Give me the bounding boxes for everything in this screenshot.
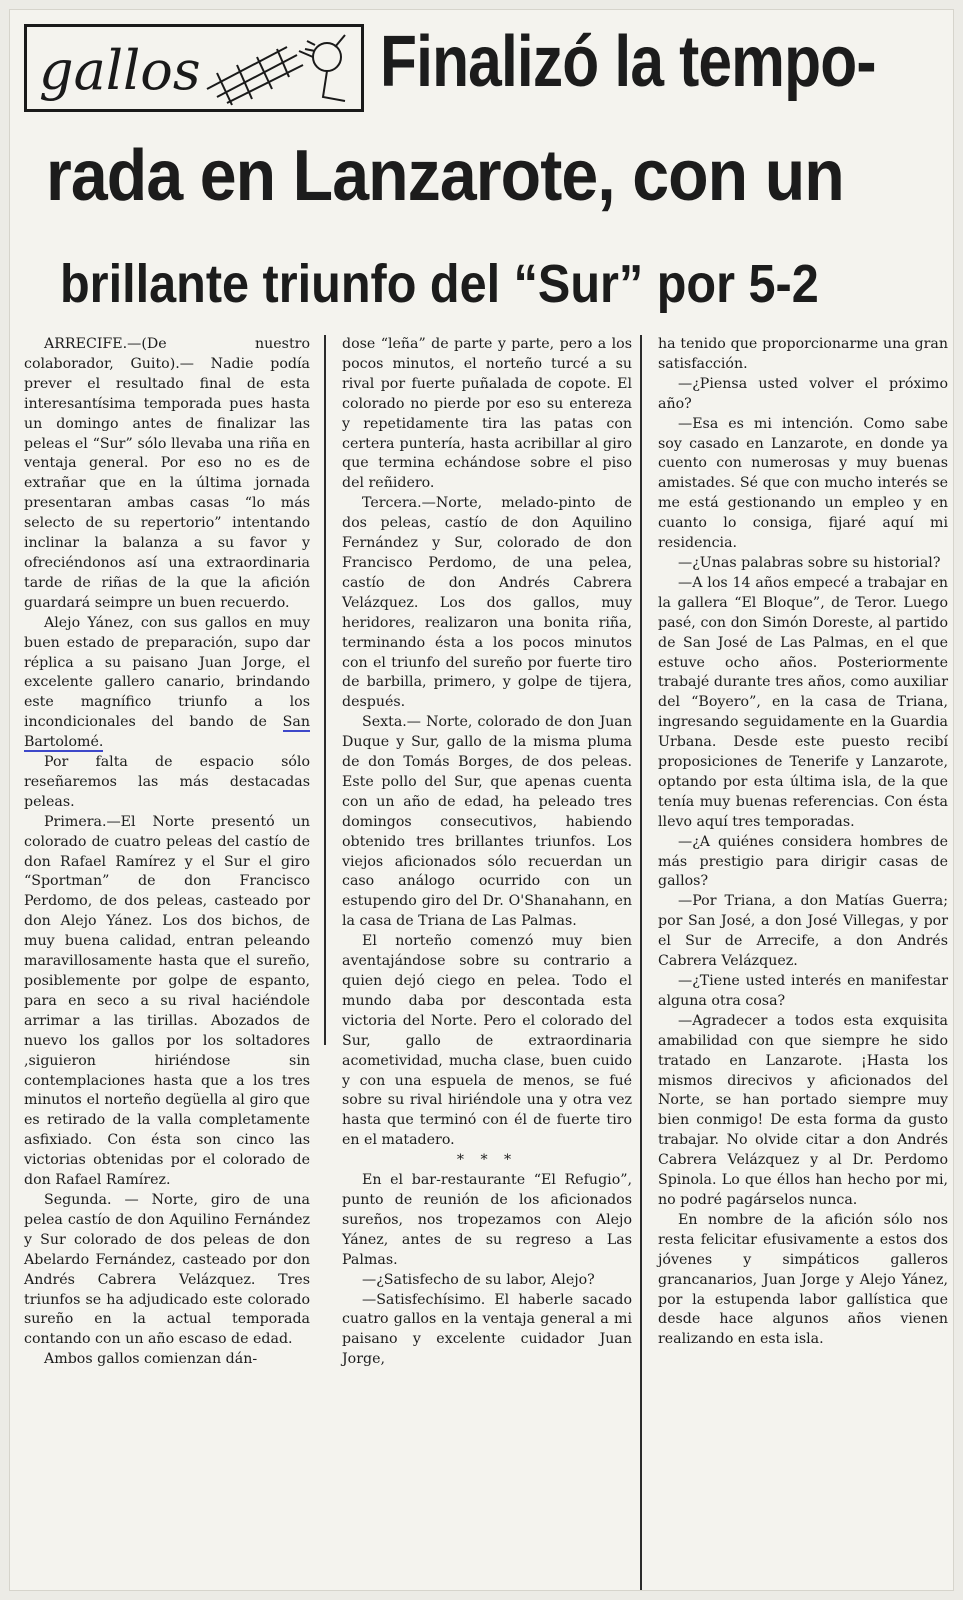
paragraph: Primera.—El Norte presentó un colorado de cuatro peleas del castío de don Rafael Ramírez y el Sur el giro “Sportman” de don Francisco Perdomo, de dos peleas, casteado por don Alejo Yánez. Los dos bichos, de muy buena calidad, entran peleando maravillosamente hasta que el sureño, posiblemente por golpe de espanto, para en seco a su rival haciéndole arrimar a las tirillas. Abozados de nuevo los gallos por los soltadores ,siguieron hiriéndose sin contemplaciones hasta que a los tres minutos el norteño degüella al giro que es retirado de la valla completamente asfixiado. Con ésta son cinco las victorias obtenidas por el colorado de don Rafael Ramírez. [24, 813, 310, 1189]
paragraph: En el bar-restaurante “El Refugio”, punto de reunión de los aficionados sureños, nos tropezamos con Alejo Yánez, antes de su regreso a Las Palmas. [342, 1172, 632, 1268]
column-divider-2 [640, 335, 642, 1590]
section-separator: * * * [456, 1152, 518, 1169]
paragraph: —Agradecer a todos esta exquisita amabilidad con que siempre he sido tratado en Lanzarote. ¡Hasta los mismos direcivos y aficionados del Norte, se han portado siempre muy bien conmigo! De esta forma da gusto trabajar. No olvide citar a don Andrés Cabrera Velázquez y al Dr. Perdomo Spinola. Lo que éllos han hecho por mi, no podré pagárselos nunca. [658, 1012, 948, 1208]
paragraph: —Por Triana, a don Matías Guerra; por San José, a don José Villegas, y por el Sur de Arrecife, a don Andrés Cabrera Velázquez. [658, 893, 948, 970]
paragraph: Por falta de espacio sólo reseñaremos las más destacadas peleas. [24, 754, 310, 810]
headline-line-2: rada en Lanzarote, con un [46, 136, 844, 216]
paragraph: Tercera.—Norte, melado-pinto de dos peleas, castío de don Aquilino Fernández y Sur, colorado de don Francisco Perdomo, de una pelea, castío de don Andrés Cabrera Velázquez. Los dos gallos, muy heridores, realizaron una bonita riña, terminando ésta a los pocos minutos con el triunfo del sureño por fuerte tiro de barbilla, primero, y golpe de tijera, después. [342, 495, 632, 711]
underlined-place: San Bartolomé. [24, 714, 310, 751]
paragraph: ARRECIFE.—(De nuestro colaborador, Guito).— Nadie podía prever el resultado final de esta interesantísima temporada pues hasta un domingo antes de finalizar las peleas el “Sur” sólo llevaba una riña en ventaja general. Por eso no es de extrañar que en la última jornada presentaran ambas casas “lo más selecto de su repertorio” intentando inclinar la balanza a su favor y ofreciéndonos así una extraordinaria tarde de riñas de la que la afición guardará seimpre un buen recuerdo. [24, 336, 310, 611]
paragraph: Sexta.— Norte, colorado de don Juan Duque y Sur, gallo de la misma pluma de don Tomás Borges, de dos peleas. Este pollo del Sur, que apenas cuenta con un año de edad, ha peleado tres domingos consecutivos, habiendo obtenido tres brillantes triunfos. Los viejos aficionados sólo recuerdan un caso análogo ocurrido con un estupendo giro del Dr. O'Shanahann, en la casa de Triana de Las Palmas. [342, 714, 632, 930]
paragraph: Ambos gallos comienzan dán- [44, 1351, 258, 1368]
gallos-logo [24, 24, 364, 112]
headline-subtitle: brillante triunfo del “Sur” por 5-2 [60, 254, 819, 314]
paragraph: Segunda. — Norte, giro de una pelea castío de don Aquilino Fernández y Sur colorado de dos peleas de don Abelardo Fernández, casteado por don Andrés Cabrera Velázquez. Tres triunfos se ha adjudicado este colorado sureño en la actual temporada contando con un año escaso de edad. [24, 1191, 310, 1348]
paragraph: —Satisfechísimo. El haberle sacado cuatro gallos en la ventaja general a mi paisano y excelente cuidador Juan Jorge, [342, 1291, 632, 1368]
rooster-fighting-logo-icon [27, 27, 361, 109]
headline-line-1: Finalizó la tempo- [380, 22, 876, 102]
column-divider-1 [324, 335, 326, 1045]
paragraph: En nombre de la afición sólo nos resta felicitar efusivamente a estos dos jóvenes y simpáticos galleros grancanarios, Juan Jorge y Alejo Yánez, por la estupenda labor gallística que desde hace algunos años vienen realizando en esta isla. [658, 1211, 948, 1348]
article-column-1 [24, 335, 310, 1370]
newspaper-clipping [10, 10, 953, 1590]
paragraph: —¿Satisfecho de su labor, Alejo? [362, 1271, 595, 1288]
paragraph: Alejo Yánez, con sus gallos en muy buen estado de preparación, supo dar réplica a su paisano Juan Jorge, el excelente gallero canario, brindando este magnífico triunfo a los incondicionales del bando de San Bartolomé. [24, 614, 310, 751]
paragraph: —¿Piensa usted volver el próximo año? [658, 375, 948, 412]
paragraph: ha tenido que proporcionarme una gran satisfacción. [658, 336, 948, 372]
article-column-3 [658, 335, 948, 1350]
paragraph: —Esa es mi intención. Como sabe soy casado en Lanzarote, en donde ya cuento con numerosas y muy buenas amistades. Sé que con mucho interés se me está gestionando un empleo y en cuanto lo consiga, fijaré aquí mi residencia. [658, 415, 948, 552]
article-column-2 [342, 335, 632, 1370]
paragraph: —A los 14 años empecé a trabajar en la gallera “El Bloque”, de Teror. Luego pasé, con don Simón Doreste, al partido de San José de Las Palmas, en el que estuve ocho años. Posteriormente trabajé durante tres años, como auxiliar del “Boyero”, en la casa de Triana, ingresando seguidamente en la Guardia Urbana. Desde este puesto recibí proposiciones de Tenerife y Lanzarote, optando por esta última isla, de la que tenía muy buenas referencias. Con ésta llevo aquí tres temporadas. [658, 574, 948, 830]
paragraph: —¿Unas palabras sobre su historial? [678, 554, 941, 571]
paragraph: —¿Tiene usted interés en manifestar alguna otra cosa? [658, 973, 948, 1009]
paragraph: —¿A quiénes considera hombres de más prestigio para dirigir casas de gallos? [658, 833, 948, 890]
logo-text: gallos [39, 39, 201, 102]
paragraph: dose “leña” de parte y parte, pero a los pocos minutos, el norteño turcé a su rival por fuerte puñalada de copote. El colorado no pierde por eso su entereza y repetidamente tira las patas con certera puntería, hasta acribillar al giro que termina echándose sobre el piso del reñidero. [342, 336, 632, 492]
paragraph: El norteño comenzó muy bien aventajándose sobre su contrario a quien dejó ciego en pelea. Todo el mundo daba por descontada esta victoria del Norte. Pero el colorado del Sur, gallo de extraordinaria acometividad, mucha clase, buen cuido y con una espuela de menos, se fué sobre su rival hiriéndole una y otra vez hasta que terminó con él de fuerte tiro en el matadero. [342, 933, 632, 1149]
